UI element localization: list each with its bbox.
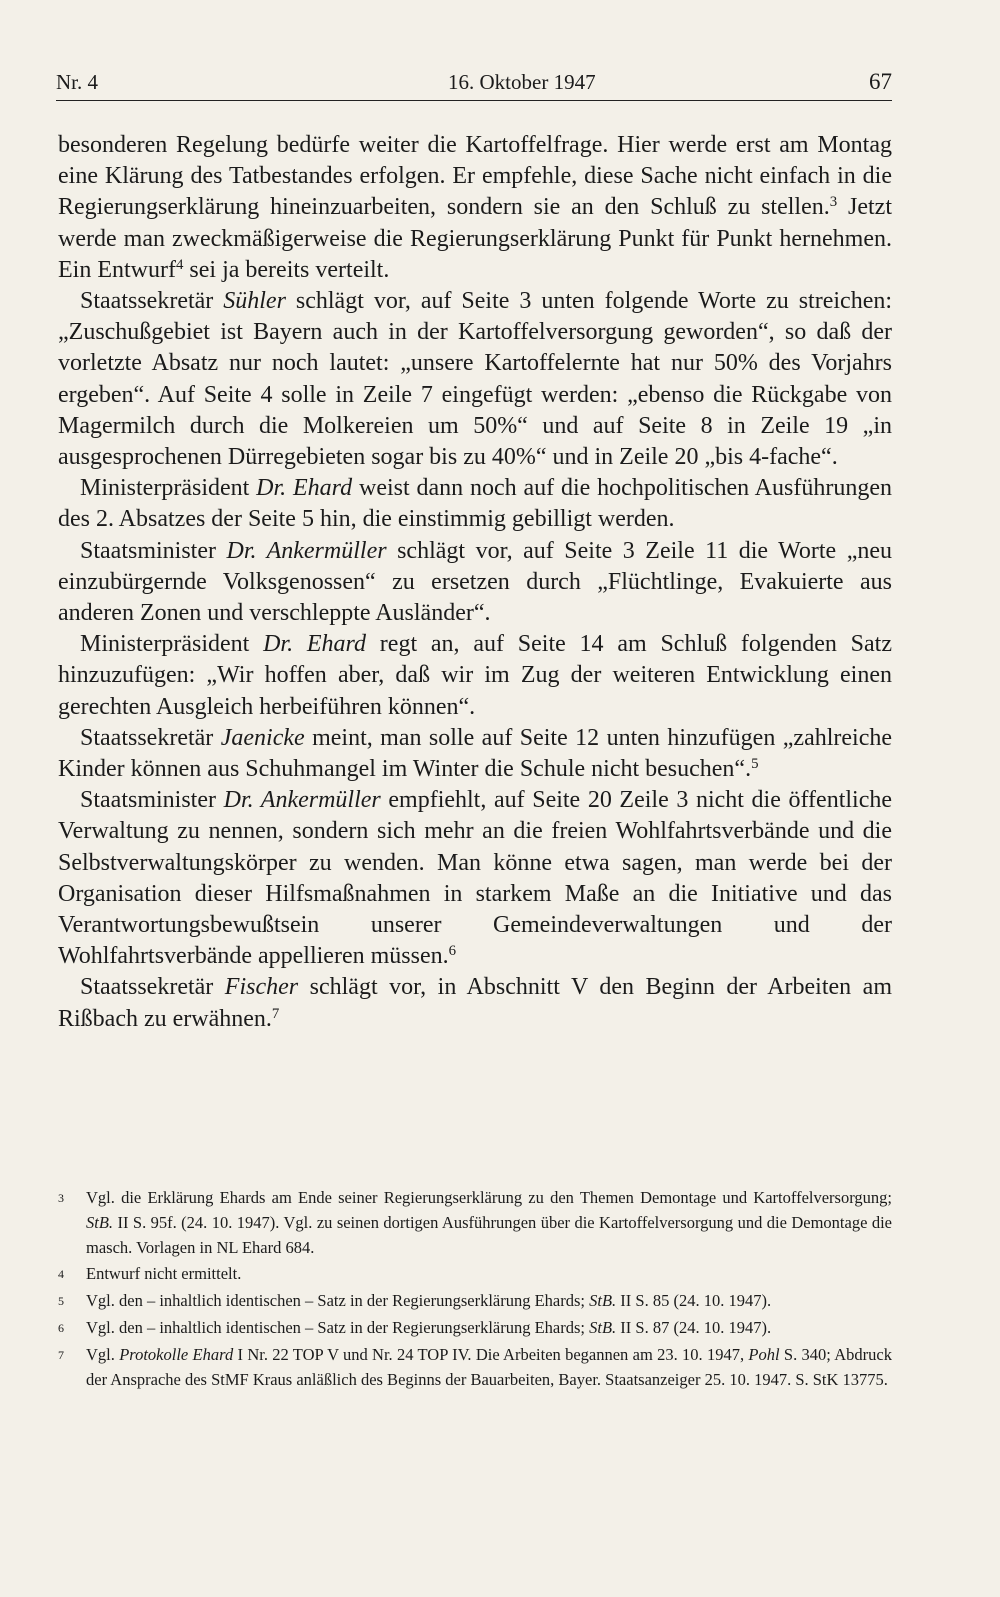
footnote-text: Vgl. den – inhaltlich identischen – Satz in der Regierungserklärung Ehards; StB. II S. 87 (24. 10. 1947). [86, 1318, 772, 1337]
speaker-name: Dr. Ankermüller [223, 787, 381, 814]
footnote-7 [58, 1342, 892, 1392]
footnote-3 [58, 1185, 892, 1260]
paragraph-1: besonderen Regelung bedürfe weiter die Kartoffelfrage. Hier werde erst am Montag eine Klärung des Tatbestandes erfolgen. Er empfehle, diese Sache nicht einfach in die Regierungserklärung hineinzuarbeiten, sondern sie an den Schluß zu stellen.$^3$ Jetzt werde man zweckmäßigerweise die Regierungserklärung Punkt für Punkt hernehmen. Ein Entwurf$^4$ sei ja bereits verteilt. [58, 132, 892, 283]
footnote-text: Entwurf nicht ermittelt. [86, 1264, 242, 1283]
footnote-ref-7[interactable]: 7 [271, 1005, 280, 1022]
footnote-ref-6[interactable]: 6 [448, 943, 457, 960]
footnote-number: 5 [58, 1294, 64, 1308]
footnote-number: 7 [58, 1348, 64, 1362]
body-text [58, 130, 892, 1035]
speaker-name: Dr. Ehard [263, 631, 367, 658]
paragraph-7: Staatsminister Dr. Ankermüller empfiehlt, auf Seite 20 Zeile 3 nicht die öffentliche Verwaltung zu nennen, sondern sich mehr an die freien Wohlfahrtsverbände und die Selbstverwaltungskörper zu wenden. Man könne etwa sagen, man werde bei der Organisation dieser Hilfsmaßnahmen in starkem Maße an die Initiative und das Verantwortungsbewußtsein unserer Gemeindeverwaltungen und der Wohlfahrtsverbände appellieren müssen.$^6$ [58, 787, 892, 970]
footnote-text: Vgl. den – inhaltlich identischen – Satz in der Regierungserklärung Ehards; StB. II S. 85 (24. 10. 1947). [86, 1291, 772, 1310]
paragraph-4: Staatsminister Dr. Ankermüller schlägt vor, auf Seite 3 Zeile 11 die Worte „neu einzubürgernde Volksgenossen“ zu ersetzen durch „Flüchtlinge, Evakuierte aus anderen Zonen und verschleppte Ausländer“. [58, 537, 892, 627]
speaker-name: Sühler [223, 288, 286, 315]
footnote-ref-3[interactable]: 3 [829, 194, 838, 211]
header-date: 16. Oktober 1947 [448, 70, 596, 94]
paragraph-8: Staatssekretär Fischer schlägt vor, in Abschnitt V den Beginn der Arbeiten am Rißbach zu erwähnen.$^7$ [58, 974, 892, 1032]
footnote-6 [58, 1315, 892, 1341]
speaker-name: Dr. Ankermüller [226, 537, 387, 564]
footnote-number: 4 [58, 1267, 64, 1281]
paragraph-2: Staatssekretär Sühler schlägt vor, auf Seite 3 unten folgende Worte zu streichen: „Zuschußgebiet ist Bayern auch in der Kartoffelversorgung geworden“, so daß der vorletzte Absatz nur noch lautet: „unsere Kartoffelernte hat nur 50% des Vorjahrs ergeben“. Auf Seite 4 solle in Zeile 7 eingefügt werden: „ebenso die Rückgabe von Magermilch durch die Molkereien um 50%“ und auf Seite 8 in Zeile 19 „in ausgesprochenen Dürregebieten sogar bis zu 40%“ und in Zeile 20 „bis 4-fache“. [58, 288, 893, 471]
footnote-text: Vgl. Protokolle Ehard I Nr. 22 TOP V und Nr. 24 TOP IV. Die Arbeiten begannen am 23. 10. 1947, Pohl S. 340; Abdruck der Ansprache des StMF Kraus anläßlich des Beginns der Bauarbeiten, Bayer. Staatsanzeiger 25. 10. 1947. S. StK 13775. [86, 1345, 892, 1389]
speaker-name: Fischer [224, 974, 299, 1001]
footnote-text: Vgl. die Erklärung Ehards am Ende seiner Regierungserklärung zu den Themen Demontage und Kartoffelversorgung; StB. II S. 95f. (24. 10. 1947). Vgl. zu seinen dortigen Ausführungen über die Kartoffelversorgung und die Demontage die masch. Vorlagen in NL Ehard 684. [86, 1188, 892, 1257]
footnote-number: 3 [58, 1191, 64, 1205]
page-number: 67 [869, 69, 892, 94]
footnote-number: 6 [58, 1321, 64, 1335]
paragraph-5: Ministerpräsident Dr. Ehard regt an, auf Seite 14 am Schluß folgenden Satz hinzuzufügen: „Wir hoffen aber, daß wir im Zug der weiteren Entwicklung einen gerechten Ausgleich herbeiführen können“. [58, 631, 892, 720]
speaker-name: Dr. Ehard [256, 475, 353, 502]
footnote-ref-5[interactable]: 5 [751, 755, 759, 772]
footnote-4 [58, 1261, 892, 1287]
document-number: Nr. 4 [56, 70, 98, 94]
paragraph-6: Staatssekretär Jaenicke meint, man solle auf Seite 12 unten hinzufügen „zahlreiche Kinder können aus Schuhmangel im Winter die Schule nicht besuchen“.$^5$ [58, 724, 893, 783]
footnote-ref-4[interactable]: 4 [175, 256, 184, 273]
footnotes [58, 1185, 892, 1393]
footnote-5 [58, 1288, 892, 1314]
running-header [56, 64, 892, 101]
paragraph-3: Ministerpräsident Dr. Ehard weist dann noch auf die hochpolitischen Ausführungen des 2. Absatzes der Seite 5 hin, die einstimmig gebilligt werden. [58, 475, 892, 533]
speaker-name: Jaenicke [220, 724, 305, 751]
